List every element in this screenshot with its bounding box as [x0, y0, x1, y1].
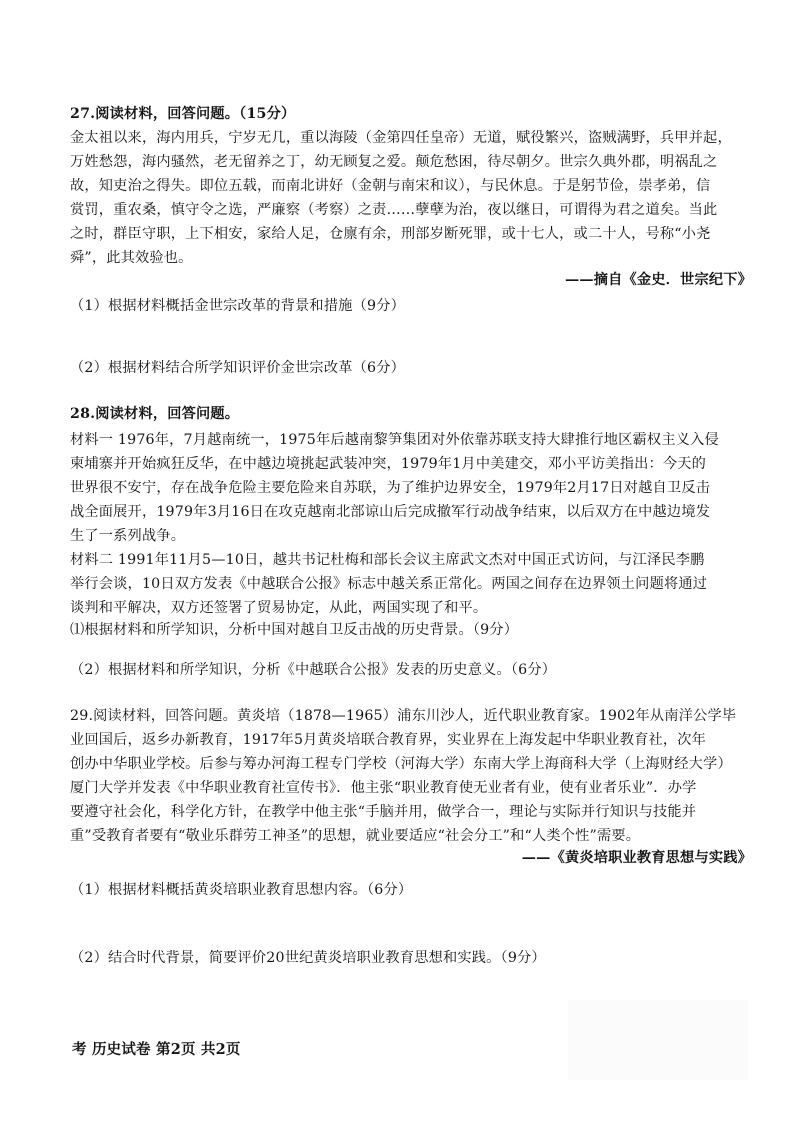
q29-material-line: 29.阅读材料，回答问题。黄炎培（1878—1965）浦东川沙人，近代职业教育家。1902年从南洋公学毕	[70, 708, 737, 724]
q28-material-line: 材料一 1976年，7月越南统一，1975年后越南黎笋集团对外依靠苏联支持大肆推行地区霸权主义入侵	[70, 432, 719, 448]
q28-material-line: 谈判和平解决，双方还签署了贸易协定，从此，两国实现了和平。	[70, 600, 488, 616]
q28-subquestion-2: （2）根据材料和所学知识，分析《中越联合公报》发表的历史意义。（6分）	[70, 662, 557, 678]
q28-material-line: 战全面展开，1979年3月16日在攻克越南北部谅山后完成撤军行动战争结束，以后双方在中越边境发	[70, 504, 711, 520]
q27-source: ——摘自《金史．世宗纪下》	[564, 272, 752, 288]
q29-source: ——《黄炎培职业教育思想与实践》	[521, 850, 752, 866]
q28-heading: 28.阅读材料，回答问题。	[70, 406, 240, 422]
q27-material-line: 故，知吏治之得失。即位五载，而南北讲好（金朝与南宋和议），与民休息。于是躬节俭，崇孝弟，信	[70, 178, 711, 194]
q29-material-line: 厦门大学并发表《中华职业教育社宣传书》．他主张“职业教育使无业者有业，使有业者乐业”．办学	[70, 780, 697, 796]
q29-material-line: 重”受教育者要有“敬业乐群劳工神圣”的思想，就业要适应“社会分工”和“人类个性”需要。	[70, 828, 641, 844]
q29-subquestion-2: （2）结合时代背景，简要评价20世纪黄炎培职业教育思想和实践。（9分）	[70, 950, 546, 966]
q29-material-line: 业回国后，返乡办新教育，1917年5月黄炎培联合教育界，实业界在上海发起中华职业教育社，次年	[70, 732, 707, 748]
q27-material-line: 舜”，此其效验也。	[70, 250, 193, 266]
q27-heading: 27.阅读材料，回答问题。（15分）	[70, 106, 296, 122]
q28-material-line: 柬埔寨并开始疯狂反华，在中越边境挑起武装冲突，1979年1月中美建交，邓小平访美指出：今天的	[70, 456, 707, 472]
q28-material-line: 举行会谈，10日双方发表《中越联合公报》标志中越关系正常化。两国之间存在边界领土问题将通过	[70, 576, 708, 592]
q27-subquestion-1: （1）根据材料概括金世宗改革的背景和措施（9分）	[70, 298, 405, 314]
q28-material-line: 生了一系列战争。	[70, 528, 186, 544]
q29-subquestion-1: （1）根据材料概括黄炎培职业教育思想内容。（6分）	[70, 882, 413, 898]
q28-material-line: 世界很不安宁，存在战争危险主要危险来自苏联，为了维护边界安全，1979年2月17日对越自卫反击	[70, 480, 711, 496]
q27-subquestion-2: （2）根据材料结合所学知识评价金世宗改革（6分）	[70, 360, 405, 376]
q27-material-line: 之时，群臣守职，上下相安，家给人足，仓廪有余，刑部岁断死罪，或十七人，或二十人，号称“小尧	[70, 226, 711, 242]
q29-material-line: 创办中华职业学校。后参与筹办河海工程专门学校（河海大学）东南大学上海商科大学（上海财经大学）	[70, 756, 732, 772]
q29-material-line: 要遵守社会化，科学化方针，在教学中他主张“手脑并用，做学合一，理论与实际并行知识与技能并	[70, 804, 697, 820]
q27-material-line: 万姓愁怨，海内骚然，老无留养之丁，幼无顾复之爱。颠危愁困，待尽朝夕。世宗久典外郡，明祸乱之	[70, 154, 718, 170]
q28-material-line: 材料二 1991年11月5—10日，越共书记杜梅和部长会议主席武文杰对中国正式访问，与江泽民李鹏	[70, 552, 705, 568]
q27-material-line: 赏罚，重农桑，慎守令之选，严廉察（考察）之责……孽孽为治，夜以继日，可谓得为君之道矣。当此	[70, 202, 718, 218]
q27-material-line: 金太祖以来，海内用兵，宁岁无几，重以海陵（金第四任皇帝）无道，赋役繁兴，盗贼满野，兵甲并起，	[70, 130, 732, 146]
page-footer: 考 历史试卷 第2页 共2页	[72, 1041, 241, 1058]
scan-smudge	[568, 1000, 748, 1080]
q28-subquestion-1: ⑴根据材料和所学知识，分析中国对越自卫反击战的历史背景。（9分）	[70, 622, 519, 638]
